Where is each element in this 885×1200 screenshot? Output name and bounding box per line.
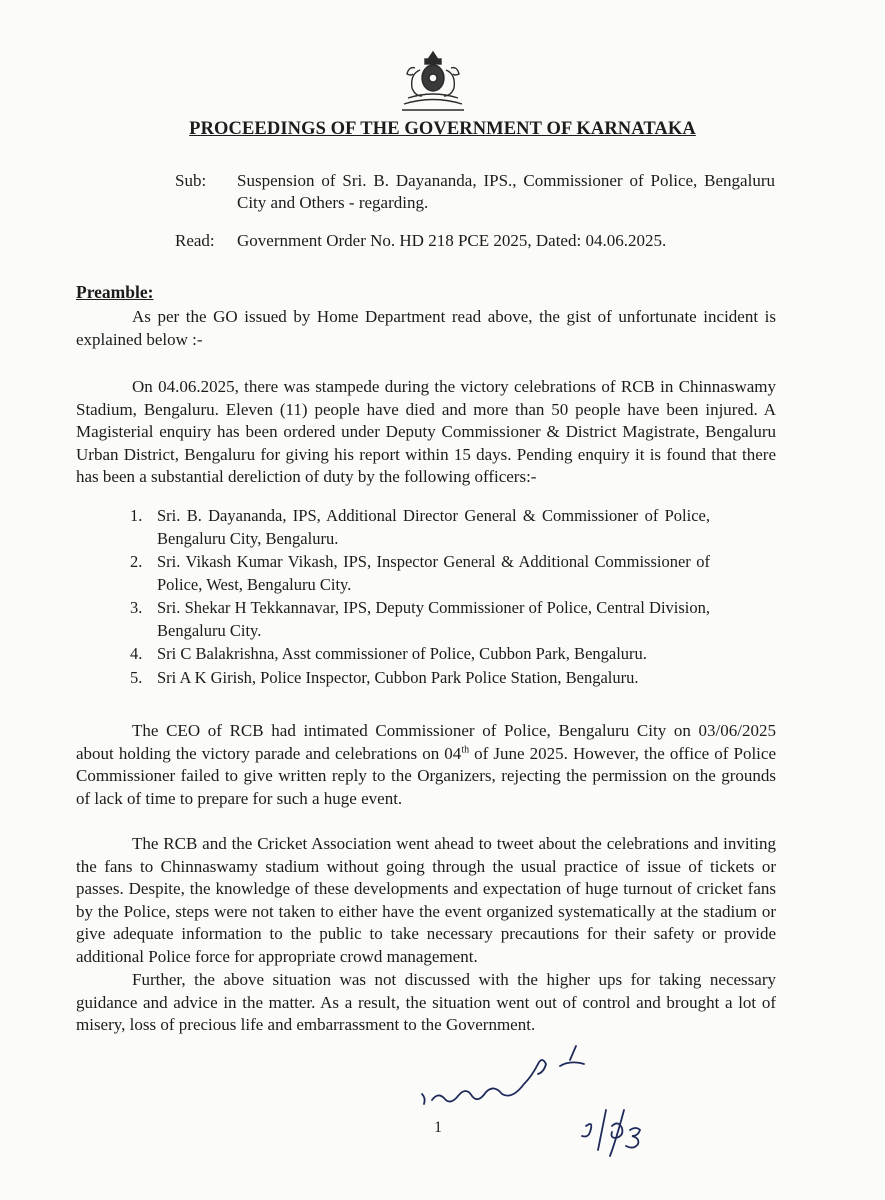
preamble-heading: Preamble: bbox=[76, 282, 154, 302]
subject-text: Suspension of Sri. B. Dayananda, IPS., Commissioner of Police, Bengaluru City and Others - regarding. bbox=[237, 171, 775, 212]
consequence-paragraph: Further, the above situation was not discussed with the higher ups for taking necessary guidance and advice in the matter. As a result, the situation went out of control and brought a lot of misery, loss of precious life and embarrassment to the Government. bbox=[76, 970, 776, 1034]
page-number: 1 bbox=[434, 1119, 442, 1136]
ceo-intimation-paragraph: The CEO of RCB had intimated Commissioner of Police, Bengaluru City on 03/06/2025 about holding the victory parade and celebrations on 04th of June 2025. However, the office of Police Commissioner failed to give written reply to the Organizers, rejecting the permission on the grounds of lack of time to prepare for such a huge event. bbox=[76, 721, 776, 808]
reference-label: Read: bbox=[175, 231, 215, 250]
karnataka-state-emblem-icon bbox=[398, 48, 468, 116]
list-item: 5. Sri A K Girish, Police Inspector, Cubbon Park Police Station, Bengaluru. bbox=[130, 667, 639, 687]
document-title: PROCEEDINGS OF THE GOVERNMENT OF KARNATAKA bbox=[189, 119, 696, 139]
incident-paragraph: On 04.06.2025, there was stampede during the victory celebrations of RCB in Chinnaswamy Stadium, Bengaluru. Eleven (11) people have died and more than 50 people have been injured. A Magisterial enquiry has been ordered under Deputy Commissioner & District Magistrate, Bengaluru Urban District, Bengaluru for giving his report within 15 days. Pending enquiry it is found that there has been a substantial dereliction of duty by the following officers:- bbox=[76, 377, 776, 486]
list-item: 3. Sri. Shekar H Tekkannavar, IPS, Deputy Commissioner of Police, Central Division, Bengaluru City. bbox=[130, 598, 710, 640]
handwritten-signature bbox=[410, 1030, 650, 1190]
officers-list bbox=[130, 505, 710, 690]
subject-label: Sub: bbox=[175, 171, 207, 190]
reference-text: Government Order No. HD 218 PCE 2025, Dated: 04.06.2025. bbox=[237, 231, 667, 250]
preamble-intro: As per the GO issued by Home Department read above, the gist of unfortunate incident is explained below :- bbox=[76, 307, 776, 349]
list-item: 2. Sri. Vikash Kumar Vikash, IPS, Inspector General & Additional Commissioner of Police, West, Bengaluru City. bbox=[130, 552, 710, 594]
rcb-announcement-paragraph: The RCB and the Cricket Association went ahead to tweet about the celebrations and inviting the fans to Chinnaswamy stadium without going through the usual practice of issue of tickets or passes. Despite, the knowledge of these developments and expectation of huge turnout of cricket fans by the Police, steps were not taken to either have the event organized systematically at the stadium or give adequate information to the public to take necessary precautions for their safety or provide additional Police force for appropriate crowd management. bbox=[76, 834, 776, 966]
list-item: 1. Sri. B. Dayananda, IPS, Additional Director General & Commissioner of Police, Bengaluru City, Bengaluru. bbox=[130, 506, 710, 548]
list-item: 4. Sri C Balakrishna, Asst commissioner of Police, Cubbon Park, Bengaluru. bbox=[130, 644, 647, 663]
